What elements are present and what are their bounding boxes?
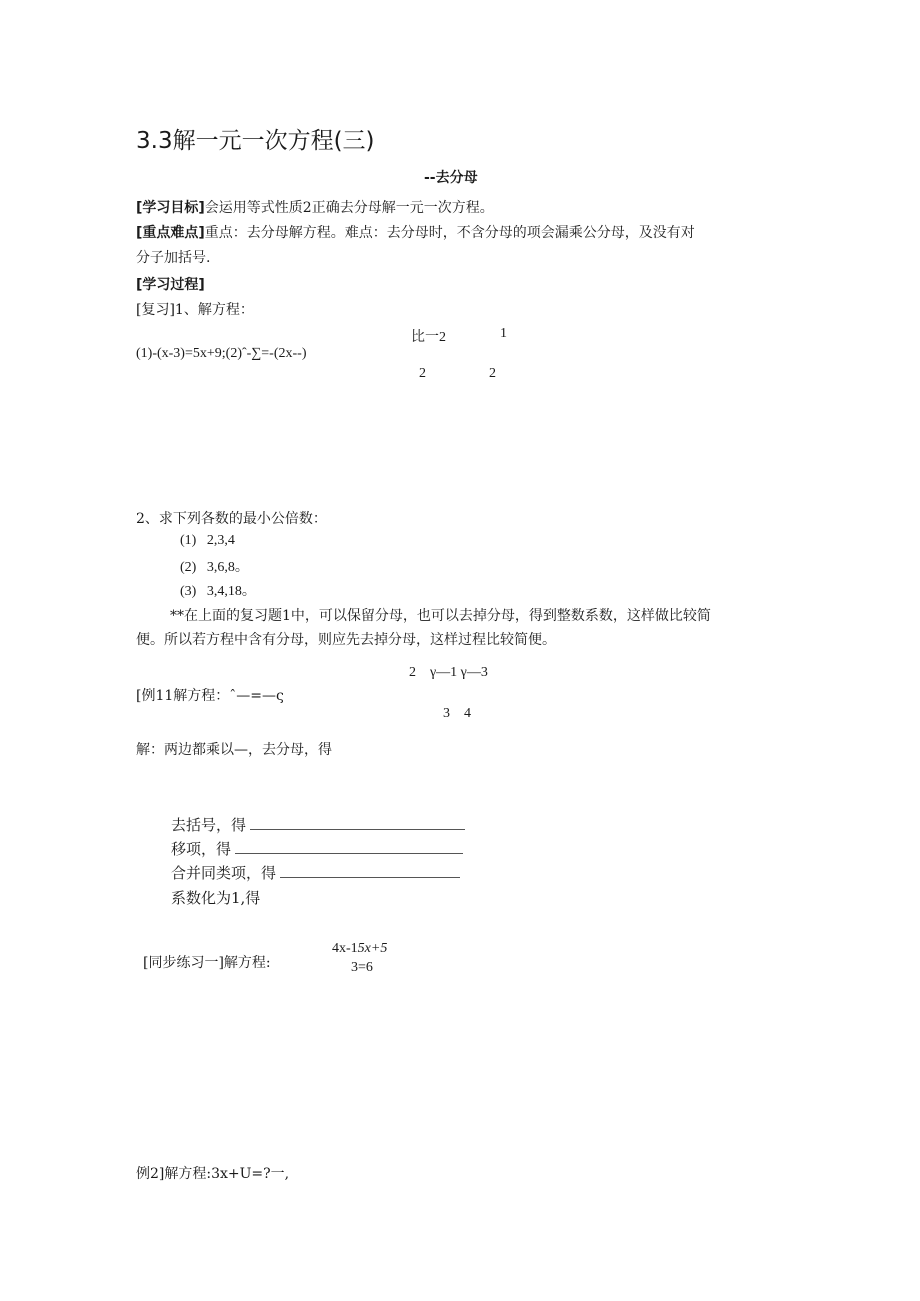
step-remove-brackets [171, 814, 465, 835]
note-line-1: **在上面的复习题1中，可以保留分母，也可以去掉分母，得到整数系数，这样做比较简 [170, 608, 711, 624]
step-transpose [171, 838, 463, 859]
review-eq-bottom-left: 2 [419, 366, 426, 381]
example1-numerators: 2 γ—1 γ—3 [409, 665, 488, 680]
practice-denominator: 3=6 [351, 960, 373, 975]
practice-label: [同步练习一]解方程: [143, 955, 271, 971]
objective-label: [学习目标] [136, 200, 205, 216]
objective-line [136, 197, 494, 217]
review-eq-top-right: 1 [500, 326, 507, 341]
review-eq-main: (1)-(x-3)=5x+9;(2)ˆ-∑=-(2x--) [136, 346, 307, 361]
step-label: 去括号，得 [171, 816, 247, 834]
practice-numerator [332, 941, 387, 957]
review-eq-bottom-right: 2 [489, 366, 496, 381]
step-label: 合并同类项，得 [171, 864, 277, 882]
process-label: [学习过程] [136, 277, 205, 293]
example1-solution: 解：两边都乘以—，去分母，得 [136, 742, 332, 758]
lcm-item-1: (1) 2,3,4 [180, 533, 235, 548]
keypoints-label: [重点难点] [136, 225, 205, 241]
lcm-item-3: (3) 3,4,18。 [180, 584, 256, 599]
objective-text: 会运用等式性质2正确去分母解一元一次方程。 [204, 200, 494, 216]
keypoints-line [136, 222, 695, 242]
keypoints-text-2: 分子加括号. [136, 250, 211, 266]
review-eq-top-left: 比一2 [411, 330, 446, 345]
practice-numerator-plain: 4x-1 [332, 941, 358, 956]
example1-denominators: 3 4 [443, 706, 471, 721]
step-label: 移项，得 [171, 840, 232, 858]
answer-blank[interactable] [280, 863, 460, 878]
lcm-item-2: (2) 3,6,8。 [180, 560, 249, 575]
note-line-2: 便。所以若方程中含有分母，则应先去掉分母，这样过程比较简便。 [136, 632, 556, 648]
subtitle: --去分母 [424, 170, 478, 186]
page-title: 3.3解一元一次方程(三) [136, 128, 375, 154]
review-intro: [复习]1、解方程： [136, 302, 254, 318]
step-combine-terms [171, 862, 460, 883]
lcm-intro: 2、求下列各数的最小公倍数： [136, 511, 327, 527]
answer-blank[interactable] [235, 839, 463, 854]
example1-main: [例11解方程：ˆ—=—ς [136, 688, 284, 704]
example2: 例2]解方程:3x+U=?一, [136, 1166, 290, 1182]
answer-blank[interactable] [250, 815, 465, 830]
keypoints-text-1: 重点：去分母解方程。难点：去分母时，不含分母的项会漏乘公分母，及没有对 [204, 225, 695, 241]
step-coefficient: 系数化为1,得 [171, 889, 261, 907]
practice-numerator-italic: 5x+5 [357, 941, 388, 956]
